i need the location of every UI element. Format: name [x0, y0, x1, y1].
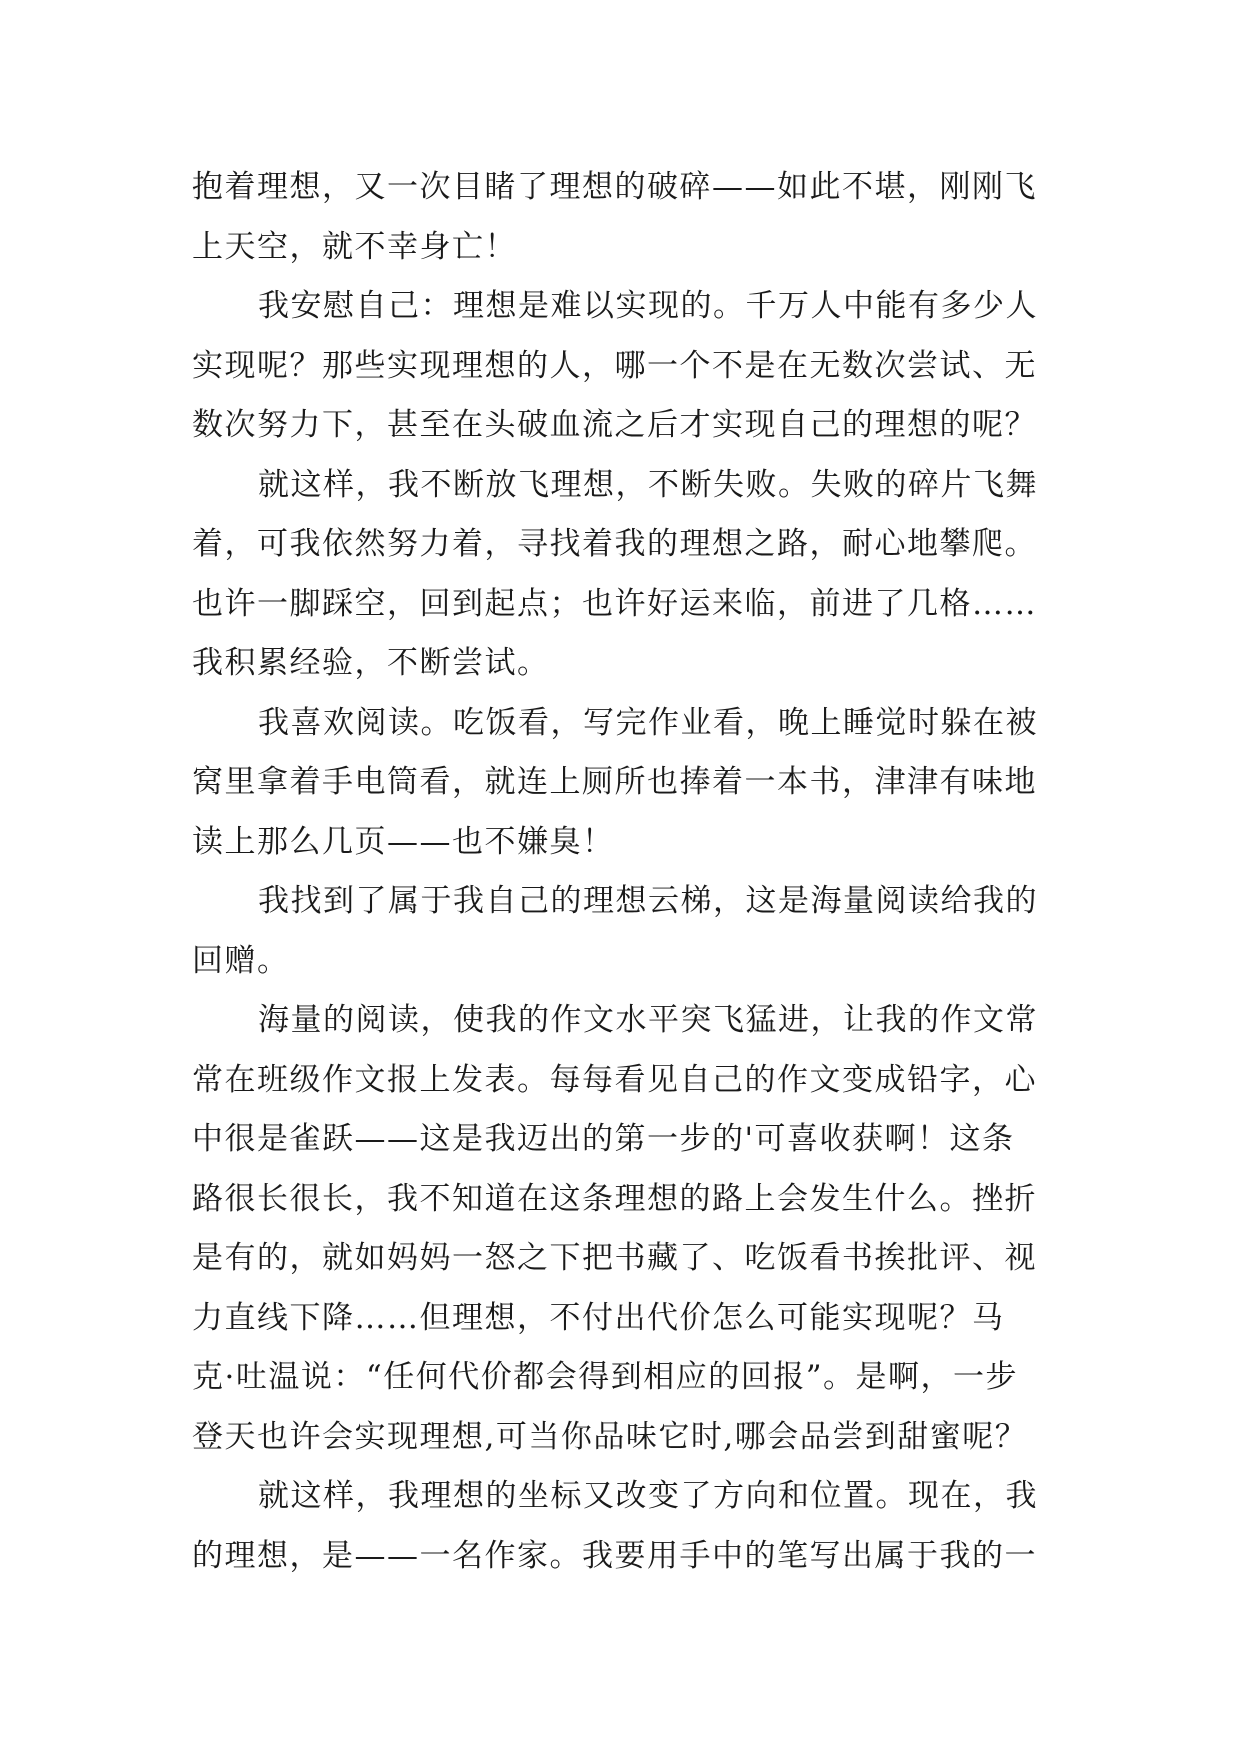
text-line: 着，可我依然努力着，寻找着我的理想之路，耐心地攀爬。 — [192, 526, 1037, 562]
text-line: 窝里拿着手电筒看，就连上厕所也捧着一本书，津津有味地 — [192, 764, 1037, 800]
text-line: 我积累经验，不断尝试。 — [192, 645, 550, 681]
text-line: 就这样，我理想的坐标又改变了方向和位置。现在，我 — [258, 1478, 1038, 1514]
text-line: 我找到了属于我自己的理想云梯，这是海量阅读给我的 — [258, 883, 1038, 919]
text-line: 路很长很长，我不知道在这条理想的路上会发生什么。挫折 — [192, 1180, 1037, 1217]
text-line: 上天空，就不幸身亡！ — [192, 228, 517, 265]
text-line: 我喜欢阅读。吃饭看，写完作业看，晚上睡觉时躲在被 — [258, 704, 1038, 741]
text-line: 常在班级作文报上发表。每每看见自己的作文变成铅字，心 — [192, 1061, 1037, 1098]
text-line: 克·吐温说：“任何代价都会得到相应的回报”。是啊，一步 — [192, 1359, 1019, 1395]
text-line: 抱着理想，又一次目睹了理想的破碎——如此不堪，刚刚飞 — [192, 169, 1037, 205]
text-line: 也许一脚踩空，回到起点；也许好运来临，前进了几格…… — [192, 585, 1037, 622]
text-line: 中很是雀跃——这是我迈出的第一步的'可喜收获啊！这条 — [192, 1121, 1015, 1157]
text-line: 回赠。 — [192, 942, 290, 979]
text-line: 力直线下降……但理想，不付出代价怎么可能实现呢？马 — [192, 1299, 1005, 1336]
text-line: 我安慰自己：理想是难以实现的。千万人中能有多少人 — [258, 288, 1038, 324]
document-body — [192, 158, 1052, 1586]
text-line: 就这样，我不断放飞理想，不断失败。失败的碎片飞舞 — [258, 466, 1038, 503]
text-line: 数次努力下，甚至在头破血流之后才实现自己的理想的呢？ — [192, 407, 1037, 443]
text-line: 实现呢？那些实现理想的人，哪一个不是在无数次尝试、无 — [192, 347, 1037, 384]
text-line: 读上那么几页——也不嫌臭！ — [192, 823, 615, 860]
text-line: 是有的，就如妈妈一怒之下把书藏了、吃饭看书挨批评、视 — [192, 1240, 1037, 1276]
text-line: 海量的阅读，使我的作文水平突飞猛进，让我的作文常 — [258, 1002, 1038, 1038]
text-line: 的理想，是——一名作家。我要用手中的笔写出属于我的一 — [192, 1537, 1037, 1574]
text-line: 登天也许会实现理想,可当你品味它时,哪会品尝到甜蜜呢？ — [192, 1418, 1028, 1455]
